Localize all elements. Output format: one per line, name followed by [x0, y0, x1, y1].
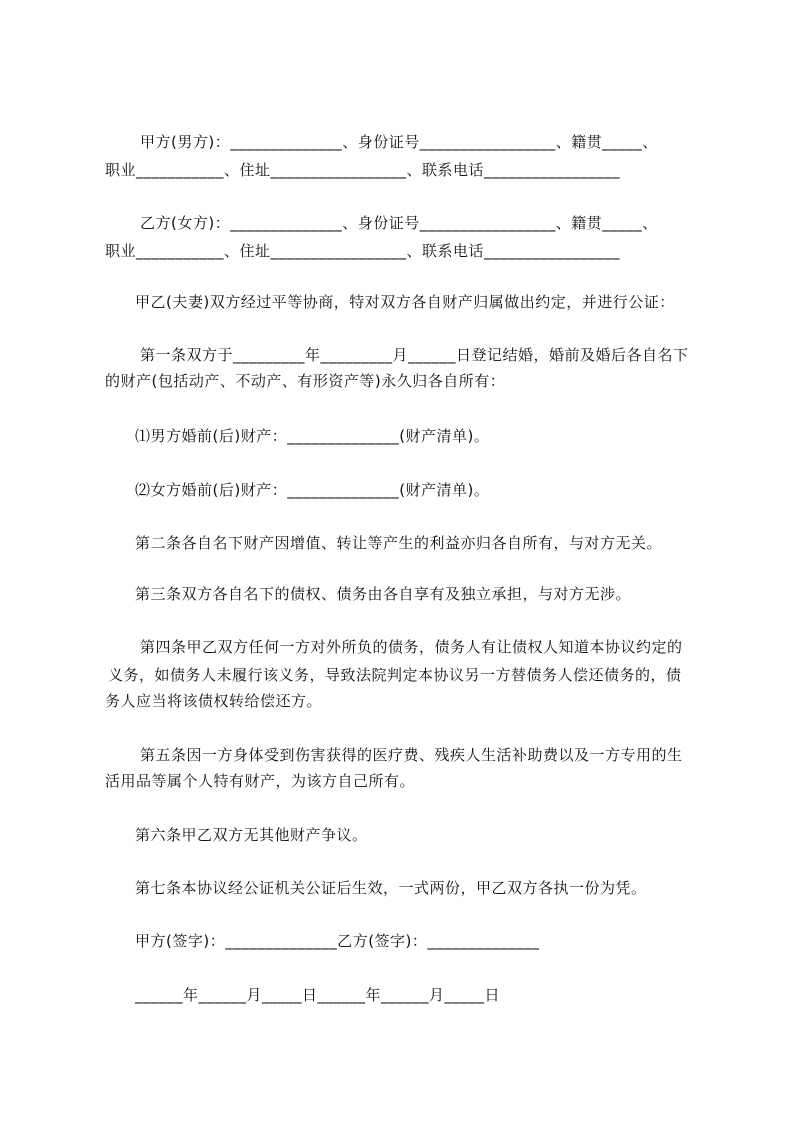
date-line: ______年______月_____日______年______月_____日 [135, 986, 501, 1004]
article-7-text: 第七条本协议经公证机关公证后生效，一式两份，甲乙双方各执一份为凭。 [135, 879, 647, 897]
signature-line: 甲方(签字)：______________乙方(签字)：______________ [135, 932, 540, 950]
party-a-line-2: 职业___________、住址_________________、联系电话_________________ [105, 161, 621, 179]
article-4-line-3: 务人应当将该债权转给偿还方。 [105, 692, 323, 710]
article-1-line-2: 的财产(包括动产、不动产、有形资产等)永久归各自所有： [105, 372, 506, 390]
party-b-line-1: 乙方(女方)：______________、身份证号_________________、籍贯_____、 [140, 214, 658, 232]
article-5-line-1: 第五条因一方身体受到伤害获得的医疗费、残疾人生活补助费以及一方专用的生 [140, 746, 683, 764]
article-1-item-2: ⑵女方婚前(后)财产：______________(财产清单)。 [135, 481, 490, 499]
article-1-line-1: 第一条双方于_________年_________月______日登记结婚，婚前及婚后各自名下 [140, 346, 689, 364]
party-b-line-2: 职业___________、住址_________________、联系电话_________________ [105, 242, 621, 260]
article-2-text: 第二条各自名下财产因增值、转让等产生的利益亦归各自所有，与对方无关。 [135, 534, 663, 552]
article-4-line-2: 义务，如债务人未履行该义务，导致法院判定本协议另一方替债务人偿还债务的，债 [108, 666, 682, 684]
article-1-item-1: ⑴男方婚前(后)财产：______________(财产清单)。 [135, 427, 490, 445]
article-6-text: 第六条甲乙双方无其他财产争议。 [135, 826, 368, 844]
article-5-line-2: 活用品等属个人特有财产，为该方自己所有。 [105, 772, 416, 790]
preamble-text: 甲乙(夫妻)双方经过平等协商，特对双方各自财产归属做出约定，并进行公证： [135, 293, 675, 311]
party-a-line-1: 甲方(男方)：______________、身份证号_________________、籍贯_____、 [140, 133, 658, 151]
article-3-text: 第三条双方各自名下的债权、债务由各自享有及独立承担，与对方无涉。 [135, 585, 632, 603]
article-4-line-1: 第四条甲乙双方任何一方对外所负的债务，债务人有让债权人知道本协议约定的 [140, 638, 683, 656]
